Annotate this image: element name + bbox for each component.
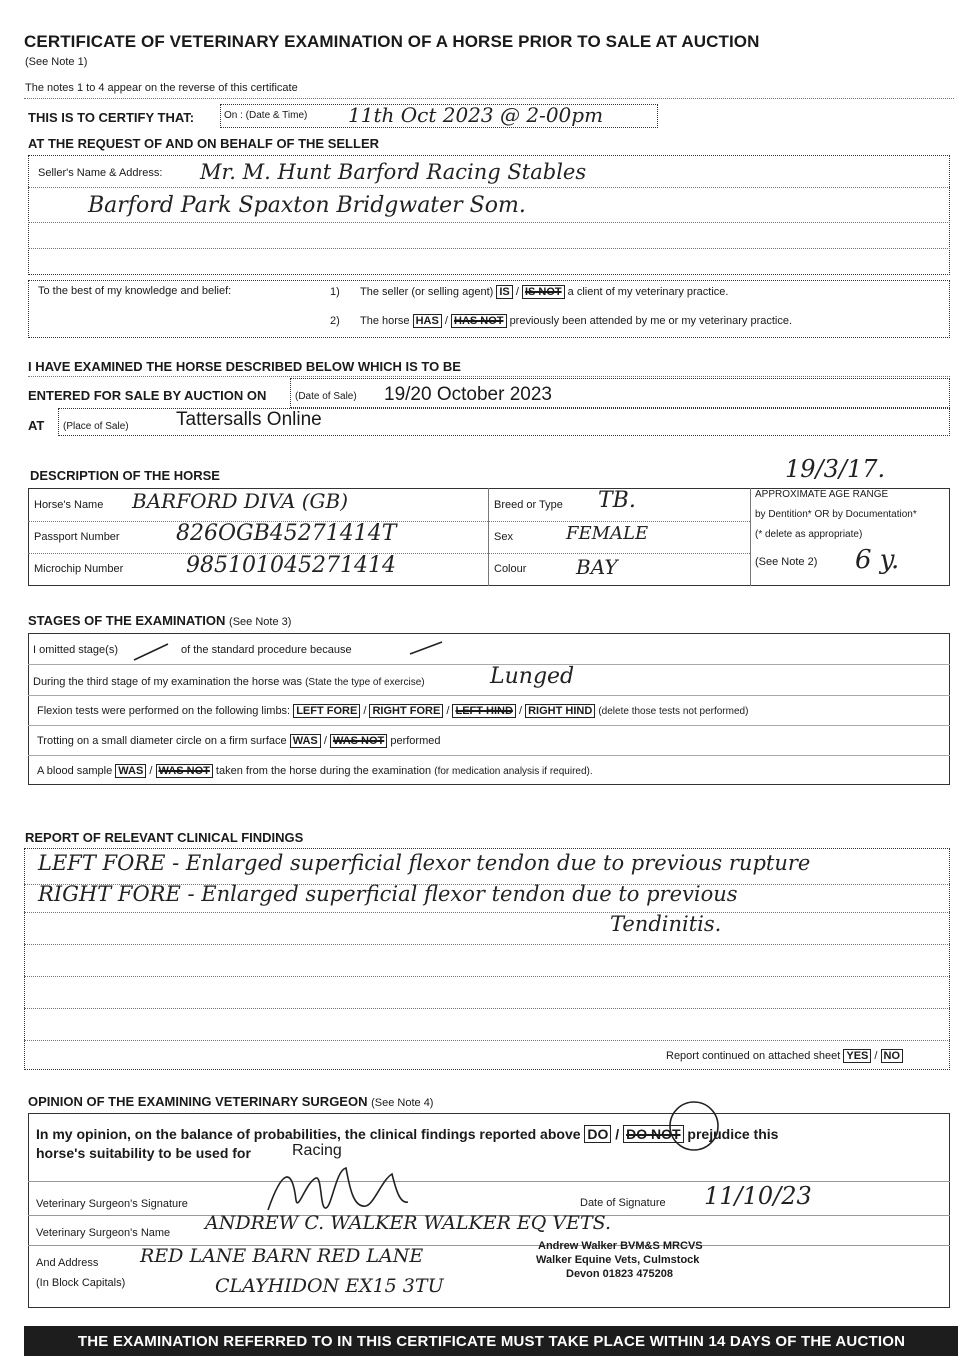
- sex-label: Sex: [494, 531, 513, 543]
- microchip-label: Microchip Number: [34, 563, 124, 575]
- horse-has-option[interactable]: HAS: [413, 314, 442, 328]
- sale-date-label: (Date of Sale): [295, 391, 357, 402]
- entered-label: ENTERED FOR SALE BY AUCTION ON: [28, 388, 267, 403]
- horse-name-label: Horse's Name: [34, 499, 104, 511]
- opinion-line1-pre: In my opinion, on the balance of probabilities, the clinical findings reported above: [36, 1126, 581, 1142]
- belief-item2-num: 2): [330, 315, 340, 327]
- opinion-see-note: (See Note 4): [371, 1097, 434, 1109]
- horse-section-label: DESCRIPTION OF THE HORSE: [30, 468, 220, 483]
- belief-item1-post: a client of my veterinary practice.: [567, 286, 729, 298]
- flex-right-fore[interactable]: RIGHT FORE: [369, 704, 443, 718]
- flexion-pre: Flexion tests were performed on the following limbs:: [37, 705, 291, 717]
- horse-name-value: BARFORD DIVA (GB): [132, 489, 349, 513]
- third-stage-value: Lunged: [490, 664, 575, 689]
- report-continued-yes[interactable]: YES: [843, 1049, 871, 1063]
- omitted-reason-dash: [408, 636, 448, 660]
- stamp-line3: Devon 01823 475208: [566, 1268, 674, 1280]
- opinion-section-label: OPINION OF THE EXAMINING VETERINARY SURGEON: [28, 1094, 368, 1109]
- opinion-line2-pre: horse's suitability to be used for: [36, 1145, 251, 1161]
- on-date-label: On : (Date & Time): [224, 110, 308, 121]
- opinion-do-not-option[interactable]: DO NOT: [623, 1125, 683, 1143]
- trot-pre: Trotting on a small diameter circle on a firm surface: [37, 735, 287, 747]
- omitted-dash-mark: [132, 640, 172, 664]
- sale-place-value: Tattersalls Online: [176, 409, 322, 430]
- age-range-label: APPROXIMATE AGE RANGE: [755, 489, 889, 500]
- breed-value: TB.: [598, 488, 636, 513]
- seller-is-option[interactable]: IS: [496, 285, 512, 299]
- notes-info: The notes 1 to 4 appear on the reverse of this certificate: [25, 82, 298, 94]
- blood-post: taken from the horse during the examination: [215, 765, 432, 777]
- address-sub: (In Block Capitals): [36, 1277, 126, 1289]
- microchip-value: 985101045271414: [186, 553, 396, 578]
- omitted-post: of the standard procedure because: [181, 644, 352, 656]
- sale-date-value: 19/20 October 2023: [384, 384, 552, 405]
- footer-banner: THE EXAMINATION REFERRED TO IN THIS CERTIFICATE MUST TAKE PLACE WITHIN 14 DAYS OF THE AUCTION: [24, 1326, 958, 1356]
- request-label: AT THE REQUEST OF AND ON BEHALF OF THE SELLER: [28, 136, 379, 151]
- stamp-line1: Andrew Walker BVM&S MRCVS: [538, 1240, 703, 1252]
- opinion-use-value: Racing: [292, 1142, 342, 1159]
- date-sig-value: 11/10/23: [704, 1182, 812, 1210]
- seller-label: Seller's Name & Address:: [38, 167, 163, 179]
- age-see-note: (See Note 2): [755, 556, 818, 568]
- address-line1: RED LANE BARN RED LANE: [140, 1245, 424, 1267]
- seller-line1: Mr. M. Hunt Barford Racing Stables: [200, 160, 587, 184]
- flexion-post: (delete those tests not performed): [598, 706, 749, 717]
- do-circle-mark: [666, 1094, 722, 1154]
- sex-value: FEMALE: [566, 523, 649, 544]
- signature-label: Veterinary Surgeon's Signature: [36, 1198, 188, 1210]
- examined-label: I HAVE EXAMINED THE HORSE DESCRIBED BELOW WHICH IS TO BE: [28, 359, 461, 374]
- omitted-pre: I omitted stage(s): [33, 644, 118, 656]
- sale-place-label: (Place of Sale): [63, 421, 129, 432]
- colour-value: BAY: [576, 555, 618, 579]
- belief-label: To the best of my knowledge and belief:: [38, 285, 232, 297]
- trot-was-not-option[interactable]: WAS NOT: [330, 734, 387, 748]
- passport-label: Passport Number: [34, 531, 120, 543]
- vet-signature: [262, 1160, 412, 1220]
- age-value: 6 y.: [855, 545, 900, 575]
- address-line2: CLAYHIDON EX15 3TU: [215, 1275, 444, 1297]
- flex-left-fore[interactable]: LEFT FORE: [293, 704, 360, 718]
- blood-small: (for medication analysis if required).: [434, 766, 593, 777]
- belief-item2-pre: The horse: [360, 315, 410, 327]
- report-line3: Tendinitis.: [610, 912, 722, 936]
- opinion-box: [28, 1113, 950, 1308]
- title-see-note: (See Note 1): [25, 56, 88, 68]
- belief-item1-pre: The seller (or selling agent): [360, 286, 494, 298]
- third-stage-small: (State the type of exercise): [305, 677, 425, 688]
- vet-name-value: ANDREW C. WALKER WALKER EQ VETS.: [205, 1212, 612, 1234]
- report-line1: LEFT FORE - Enlarged superficial flexor tendon due to previous rupture: [38, 851, 811, 875]
- age-range-note: (* delete as appropriate): [755, 529, 863, 540]
- report-section-label: REPORT OF RELEVANT CLINICAL FINDINGS: [25, 830, 304, 845]
- horse-has-not-option[interactable]: HAS NOT: [451, 314, 507, 328]
- colour-label: Colour: [494, 563, 527, 575]
- passport-value: 826OGB45271414T: [176, 521, 397, 546]
- opinion-line1-post: prejudice this: [687, 1126, 779, 1142]
- at-label: AT: [28, 418, 45, 433]
- third-stage-pre: During the third stage of my examination the horse was: [33, 676, 303, 688]
- report-continued-no[interactable]: NO: [881, 1049, 904, 1063]
- trot-post: performed: [390, 735, 441, 747]
- on-date-value: 11th Oct 2023 @ 2-00pm: [348, 103, 604, 127]
- blood-was-not-option[interactable]: WAS NOT: [156, 764, 213, 778]
- belief-item1-num: 1): [330, 286, 340, 298]
- report-continued-label: Report continued on attached sheet: [666, 1050, 841, 1062]
- age-range-sub: by Dentition* OR by Documentation*: [755, 509, 917, 520]
- date-sig-label: Date of Signature: [580, 1197, 666, 1209]
- flex-right-hind[interactable]: RIGHT HIND: [525, 704, 595, 718]
- horse-dob-value: 19/3/17.: [785, 455, 886, 483]
- belief-item2-post: previously been attended by me or my veterinary practice.: [509, 315, 793, 327]
- certify-label: THIS IS TO CERTIFY THAT:: [28, 110, 195, 125]
- address-label: And Address: [36, 1257, 99, 1269]
- seller-line2: Barford Park Spaxton Bridgwater Som.: [88, 193, 526, 218]
- stages-section-label: STAGES OF THE EXAMINATION: [28, 613, 226, 628]
- stages-see-note: (See Note 3): [229, 616, 292, 628]
- report-line2: RIGHT FORE - Enlarged superficial flexor tendon due to previous: [38, 882, 738, 906]
- opinion-do-option[interactable]: DO: [584, 1125, 611, 1143]
- vet-name-label: Veterinary Surgeon's Name: [36, 1227, 171, 1239]
- flex-left-hind[interactable]: LEFT HIND: [452, 704, 515, 718]
- trot-was-option[interactable]: WAS: [290, 734, 321, 748]
- blood-was-option[interactable]: WAS: [115, 764, 146, 778]
- breed-label: Breed or Type: [494, 499, 563, 511]
- certificate-title: CERTIFICATE OF VETERINARY EXAMINATION OF A HORSE PRIOR TO SALE AT AUCTION: [24, 32, 760, 51]
- blood-pre: A blood sample: [37, 765, 113, 777]
- seller-is-not-option[interactable]: IS NOT: [522, 285, 565, 299]
- stamp-line2: Walker Equine Vets, Culmstock: [536, 1254, 700, 1266]
